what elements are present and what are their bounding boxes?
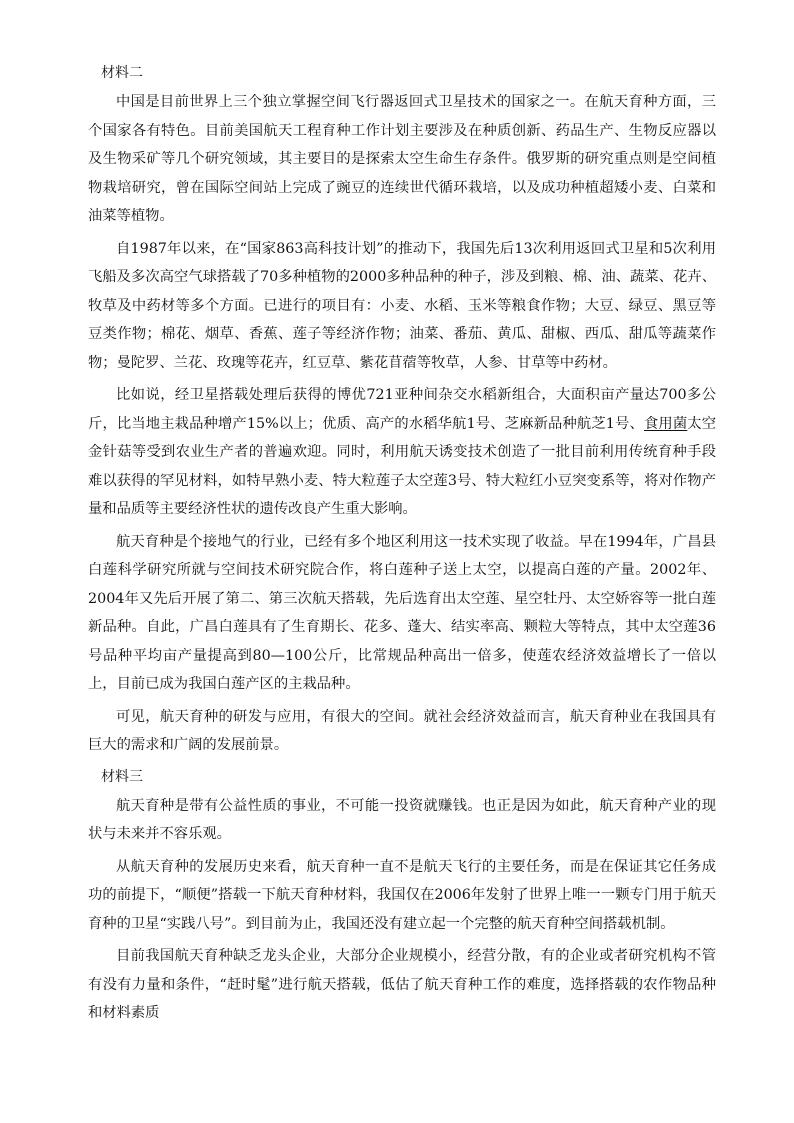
material-two-paragraph-5: 可见，航天育种的研发与应用，有很大的空间。就社会经济效益而言，航天育种业在我国具有巨大的需求和广阔的发展前景。 — [88, 708, 716, 753]
paragraph-3-text-before: 比如说，经卫星搭载处理后获得的博优721亚种间杂交水稻新组合，大面积亩产量达700多公斤，比当地主栽品种增产15%以上；优质、高产的水稻华航1号、芝麻新品种航芝1号、 — [88, 387, 716, 432]
material-three-heading: 材料三 — [101, 768, 143, 785]
material-two-heading: 材料二 — [101, 65, 143, 81]
paragraph-3-text-after: 太空金针菇等受到农业生产者的普遍欢迎。同时，利用航天诱变技术创造了一批目前利用传统育种手段难以获得的罕见材料，如特早熟小麦、特大粒莲子太空莲3号、特大粒红小豆突变系等，将对作物产量和品质等主要经济性状的遗传改良产生重大影响。 — [88, 415, 717, 517]
material-two-paragraph-2: 自1987年以来，在“国家863高科技计划”的推动下，我国先后13次利用返回式卫星和5次利用飞船及多次高空气球搭载了70多种植物的2000多种品种的种子，涉及到粮、棉、油、蔬菜、花卉、牧草及中药材等多个方面。已进行的项目有：小麦、水稻、玉米等粮食作物；大豆、绿豆、黑豆等豆类作物；棉花、烟草、香蕉、莲子等经济作物；油菜、番茄、黄瓜、甜椒、西瓜、甜瓜等蔬菜作物；曼陀罗、兰花、玫瑰等花卉，红豆草、紫花苜蓿等牧草，人参、甘草等中药材。 — [88, 240, 716, 371]
material-three-paragraph-2: 从航天育种的发展历史来看，航天育种一直不是航天飞行的主要任务，而是在保证其它任务成功的前提下，“顺便”搭载一下航天育种材料，我国仅在2006年发射了世界上唯一一颗专门用于航天育种的卫星“实践八号”。到目前为止，我国还没有建立起一个完整的航天育种空间搭载机制。 — [88, 858, 716, 932]
material-three-paragraph-1: 航天育种是带有公益性质的事业，不可能一投资就赚钱。也正是因为如此，航天育种产业的现状与未来并不容乐观。 — [88, 797, 716, 842]
material-two-paragraph-1: 中国是目前世界上三个独立掌握空间飞行器返回式卫星技术的国家之一。在航天育种方面，三个国家各有特色。目前美国航天工程育种工作计划主要涉及在种质创新、药品生产、生物反应器以及生物采矿等几个研究领域，其主要目的是探索太空生命生存条件。俄罗斯的研究重点则是空间植物栽培研究，曾在国际空间站上完成了豌豆的连续世代循环栽培，以及成功种植超矮小麦、白菜和油菜等植物。 — [88, 94, 716, 224]
material-two-paragraph-4: 航天育种是个接地气的行业，已经有多个地区利用这一技术实现了收益。早在1994年，广昌县白莲科学研究所就与空间技术研究院合作，将白莲种子送上太空，以提高白莲的产量。2002年、2004年又先后开展了第二、第三次航天搭载，先后选育出太空莲、星空牡丹、太空娇容等一批白莲新品种。自此，广昌白莲具有了生育期长、花多、蓬大、结实率高、颗粒大等特点，其中太空莲36号品种平均亩产量提高到80—100公斤，比常规品种高出一倍多，使莲农经济效益增长了一倍以上，目前已成为我国白莲产区的主栽品种。 — [88, 533, 716, 692]
material-three-paragraph-3: 目前我国航天育种缺乏龙头企业，大部分企业规模小，经营分散，有的企业或者研究机构不管有没有力量和条件，“赶时髦”进行航天搭载，低估了航天育种工作的难度，选择搭载的农作物品种和材料素质 — [88, 948, 716, 1021]
document-page — [88, 56, 716, 1032]
underlined-term: 食用菌 — [643, 415, 688, 432]
material-two-paragraph-3 — [88, 381, 716, 524]
